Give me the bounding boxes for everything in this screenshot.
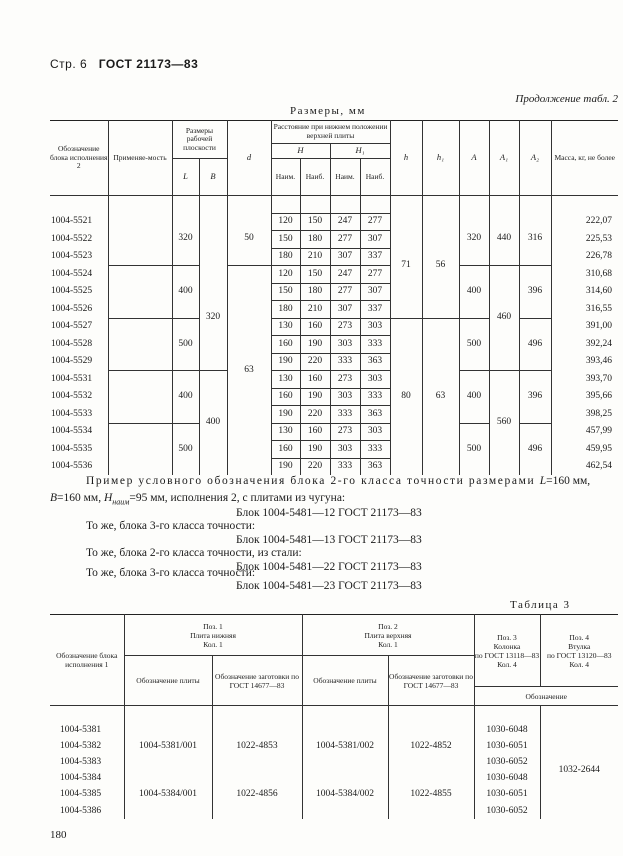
cell-value: 160	[271, 388, 300, 406]
cell-value: 160	[300, 318, 330, 336]
cell-h1: 63	[422, 318, 459, 475]
cell-L: 320	[172, 213, 199, 266]
cell-d: 63	[227, 266, 271, 476]
cell-A: 400	[459, 266, 489, 319]
col-A2: A₂	[519, 121, 551, 196]
cell-mass: 222,07	[551, 213, 618, 231]
col-blank-designation-2: Обозначение заготовки по ГОСТ 14677—83	[388, 656, 474, 706]
col-block-designation: Обозначение блока исполнения 1	[50, 615, 124, 706]
cell-value: 190	[271, 458, 300, 475]
cell-A2: 496	[519, 423, 551, 475]
cell-A2: 396	[519, 371, 551, 424]
cell-value: 220	[300, 353, 330, 371]
cell-value: 307	[360, 283, 390, 301]
cell-value: 303	[360, 371, 390, 389]
page-label: Стр. 6	[50, 57, 88, 71]
col-H1-max: Наиб.	[360, 159, 390, 196]
cell-value: 247	[330, 266, 360, 284]
row-designation: 1004-5531	[50, 371, 108, 389]
cell-value: 277	[360, 266, 390, 284]
cell-value: 190	[271, 406, 300, 424]
row-designation: 1004-5529	[50, 353, 108, 371]
row-designation: 1004-5528	[50, 336, 108, 354]
cell-blank-1: 1022-4853	[212, 722, 302, 771]
example-designation-4: Блок 1004-5481—23 ГОСТ 21173—83	[236, 580, 422, 592]
cell-h: 80	[390, 318, 422, 475]
cell-value: 150	[271, 231, 300, 249]
cell-plate-1: 1004-5381/001	[124, 722, 212, 771]
cell-mass: 393,46	[551, 353, 618, 371]
cell-value: 130	[271, 423, 300, 441]
col-blank-designation-1: Обозначение заготовки по ГОСТ 14677—83	[212, 656, 302, 706]
col-distance: Расстояние при нижнем положении верхней плиты	[271, 121, 390, 144]
cell-blank-1: 1022-4856	[212, 771, 302, 820]
col-h: h	[390, 121, 422, 196]
cell-A1: 560	[489, 371, 519, 476]
col-A1: A₁	[489, 121, 519, 196]
col-H-max: Наиб.	[300, 159, 330, 196]
cell-value: 273	[330, 371, 360, 389]
example-text-4: То же, блока 3-го класса точности:	[86, 567, 256, 579]
cell-value: 303	[330, 388, 360, 406]
cell-value: 150	[271, 283, 300, 301]
row-designation: 1004-5535	[50, 441, 108, 459]
cell-value: 220	[300, 458, 330, 475]
cell-column: 1030-6048	[474, 771, 540, 787]
cell-value: 307	[360, 231, 390, 249]
col-h1: h₁	[422, 121, 459, 196]
cell-h1: 56	[422, 213, 459, 318]
cell-column: 1030-6048	[474, 722, 540, 738]
cell-value: 180	[271, 301, 300, 319]
cell-B: 320	[199, 266, 227, 371]
example-designation-2: Блок 1004-5481—13 ГОСТ 21173—83	[236, 534, 422, 546]
row-designation: 1004-5527	[50, 318, 108, 336]
cell-value: 180	[271, 248, 300, 266]
cell-value: 337	[360, 301, 390, 319]
cell-value: 333	[330, 458, 360, 475]
cell-d: 50	[227, 213, 271, 266]
row-designation: 1004-5533	[50, 406, 108, 424]
col-H: H	[271, 144, 330, 159]
cell-A: 500	[459, 318, 489, 371]
cell-h: 71	[390, 213, 422, 318]
standard-label: ГОСТ 21173—83	[98, 57, 199, 71]
cell-value: 333	[360, 441, 390, 459]
page-number: 180	[50, 829, 67, 841]
continuation-note: Продолжение табл. 2	[515, 93, 618, 105]
cell-value: 160	[271, 441, 300, 459]
col-H1: H₁	[330, 144, 390, 159]
cell-value: 273	[330, 423, 360, 441]
col-A: A	[459, 121, 489, 196]
col-pos3: Поз. 3 Колонка по ГОСТ 13118—83 Кол. 4	[474, 615, 540, 687]
col-designation: Обозначение	[474, 687, 618, 706]
cell-mass: 395,66	[551, 388, 618, 406]
col-d: d	[227, 121, 271, 196]
cell-column: 1030-6051	[474, 738, 540, 754]
row-designation: 1004-5525	[50, 283, 108, 301]
cell-mass: 392,24	[551, 336, 618, 354]
cell-value: 180	[300, 283, 330, 301]
cell-value: 333	[330, 406, 360, 424]
cell-mass: 398,25	[551, 406, 618, 424]
cell-value: 303	[330, 441, 360, 459]
cell-blank-2: 1022-4855	[388, 771, 474, 820]
cell-value: 120	[271, 213, 300, 231]
cell-A2: 316	[519, 213, 551, 266]
cell-mass: 391,00	[551, 318, 618, 336]
cell-value: 190	[300, 441, 330, 459]
cell-column: 1030-6052	[474, 803, 540, 819]
dimensions-table	[50, 120, 618, 475]
example-text-3: То же, блока 2-го класса точности, из стали:	[86, 547, 302, 559]
cell-column: 1030-6051	[474, 787, 540, 803]
cell-value: 120	[271, 266, 300, 284]
cell-A2: 496	[519, 318, 551, 371]
example-line-1: Пример условного обозначения блока 2-го класса точности размерами L=160 мм,	[86, 475, 591, 487]
cell-L: 400	[172, 266, 199, 319]
cell-value: 277	[330, 283, 360, 301]
table3-title: Таблица 3	[510, 599, 571, 611]
cell-value: 273	[330, 318, 360, 336]
col-L: L	[172, 159, 199, 196]
components-table	[50, 614, 618, 819]
row-designation: 1004-5523	[50, 248, 108, 266]
cell-mass: 316,55	[551, 301, 618, 319]
cell-value: 303	[360, 318, 390, 336]
row-designation: 1004-5534	[50, 423, 108, 441]
cell-value: 277	[330, 231, 360, 249]
cell-mass: 310,68	[551, 266, 618, 284]
cell-value: 130	[271, 318, 300, 336]
cell-plate-2: 1004-5384/002	[302, 771, 388, 820]
cell-plate-2: 1004-5381/002	[302, 722, 388, 771]
cell-value: 307	[330, 248, 360, 266]
example-text-2: То же, блока 3-го класса точности:	[86, 520, 256, 532]
cell-mass: 393,70	[551, 371, 618, 389]
cell-mass: 225,53	[551, 231, 618, 249]
page-header	[50, 57, 198, 71]
cell-L: 400	[172, 371, 199, 424]
col-H-min: Наим.	[271, 159, 300, 196]
cell-value: 277	[360, 213, 390, 231]
col-pos4: Поз. 4 Втулка по ГОСТ 13120—83 Кол. 4	[540, 615, 618, 687]
cell-L: 500	[172, 318, 199, 371]
cell-value: 210	[300, 301, 330, 319]
col-pos1: Поз. 1 Плита нижняя Кол. 1	[124, 615, 302, 656]
cell-value: 150	[300, 213, 330, 231]
cell-value: 160	[271, 336, 300, 354]
row-block-designation: 1004-5385	[50, 787, 124, 803]
row-block-designation: 1004-5382	[50, 738, 124, 754]
cell-value: 160	[300, 423, 330, 441]
cell-L: 500	[172, 423, 199, 475]
col-application: Применяе-мость	[108, 121, 172, 196]
cell-value: 210	[300, 248, 330, 266]
col-H1-min: Наим.	[330, 159, 360, 196]
cell-B: 400	[199, 371, 227, 476]
cell-mass: 457,99	[551, 423, 618, 441]
cell-value: 220	[300, 406, 330, 424]
row-designation: 1004-5524	[50, 266, 108, 284]
cell-value: 303	[330, 336, 360, 354]
cell-mass: 314,60	[551, 283, 618, 301]
cell-mass: 226,78	[551, 248, 618, 266]
cell-value: 363	[360, 353, 390, 371]
cell-value: 150	[300, 266, 330, 284]
col-plate-designation-2: Обозначение плиты	[302, 656, 388, 706]
dimensions-title: Размеры, мм	[290, 105, 366, 117]
example-line-2: B=160 мм, $H_{наим}=95$ мм, исполнения 2, с плитами из чугуна:	[50, 492, 346, 507]
cell-value: 307	[330, 301, 360, 319]
cell-mass: 459,95	[551, 441, 618, 459]
cell-value: 303	[360, 423, 390, 441]
cell-value: 190	[271, 353, 300, 371]
cell-value: 333	[360, 388, 390, 406]
row-block-designation: 1004-5386	[50, 803, 124, 819]
cell-bushing: 1032-2644	[540, 722, 618, 819]
row-block-designation: 1004-5383	[50, 755, 124, 771]
cell-value: 363	[360, 458, 390, 475]
row-designation: 1004-5521	[50, 213, 108, 231]
cell-A1: 460	[489, 266, 519, 371]
cell-A2: 396	[519, 266, 551, 319]
cell-value: 190	[300, 336, 330, 354]
col-plate-designation-1: Обозначение плиты	[124, 656, 212, 706]
cell-value: 180	[300, 231, 330, 249]
col-designation: Обозначение блока исполнения 2	[50, 121, 108, 196]
row-designation: 1004-5522	[50, 231, 108, 249]
row-block-designation: 1004-5384	[50, 771, 124, 787]
row-designation: 1004-5536	[50, 458, 108, 475]
col-work-dims: Размеры рабочей плоскости	[172, 121, 227, 159]
cell-mass: 462,54	[551, 458, 618, 475]
cell-plate-1: 1004-5384/001	[124, 771, 212, 820]
cell-A: 320	[459, 213, 489, 266]
cell-value: 363	[360, 406, 390, 424]
cell-blank-2: 1022-4852	[388, 722, 474, 771]
cell-value: 337	[360, 248, 390, 266]
col-B: B	[199, 159, 227, 196]
cell-value: 130	[271, 371, 300, 389]
cell-value: 247	[330, 213, 360, 231]
example-designation-1: Блок 1004-5481—12 ГОСТ 21173—83	[236, 507, 422, 519]
cell-value: 333	[330, 353, 360, 371]
row-block-designation: 1004-5381	[50, 722, 124, 738]
row-designation: 1004-5526	[50, 301, 108, 319]
cell-value: 190	[300, 388, 330, 406]
cell-A1: 440	[489, 213, 519, 266]
cell-A: 400	[459, 371, 489, 424]
row-designation: 1004-5532	[50, 388, 108, 406]
example-designation-3: Блок 1004-5481—22 ГОСТ 21173—83	[236, 561, 422, 573]
cell-A: 500	[459, 423, 489, 475]
cell-value: 160	[300, 371, 330, 389]
col-pos2: Поз. 2 Плита верхняя Кол. 1	[302, 615, 474, 656]
cell-value: 333	[360, 336, 390, 354]
cell-column: 1030-6052	[474, 755, 540, 771]
col-mass: Масса, кг, не более	[551, 121, 618, 196]
